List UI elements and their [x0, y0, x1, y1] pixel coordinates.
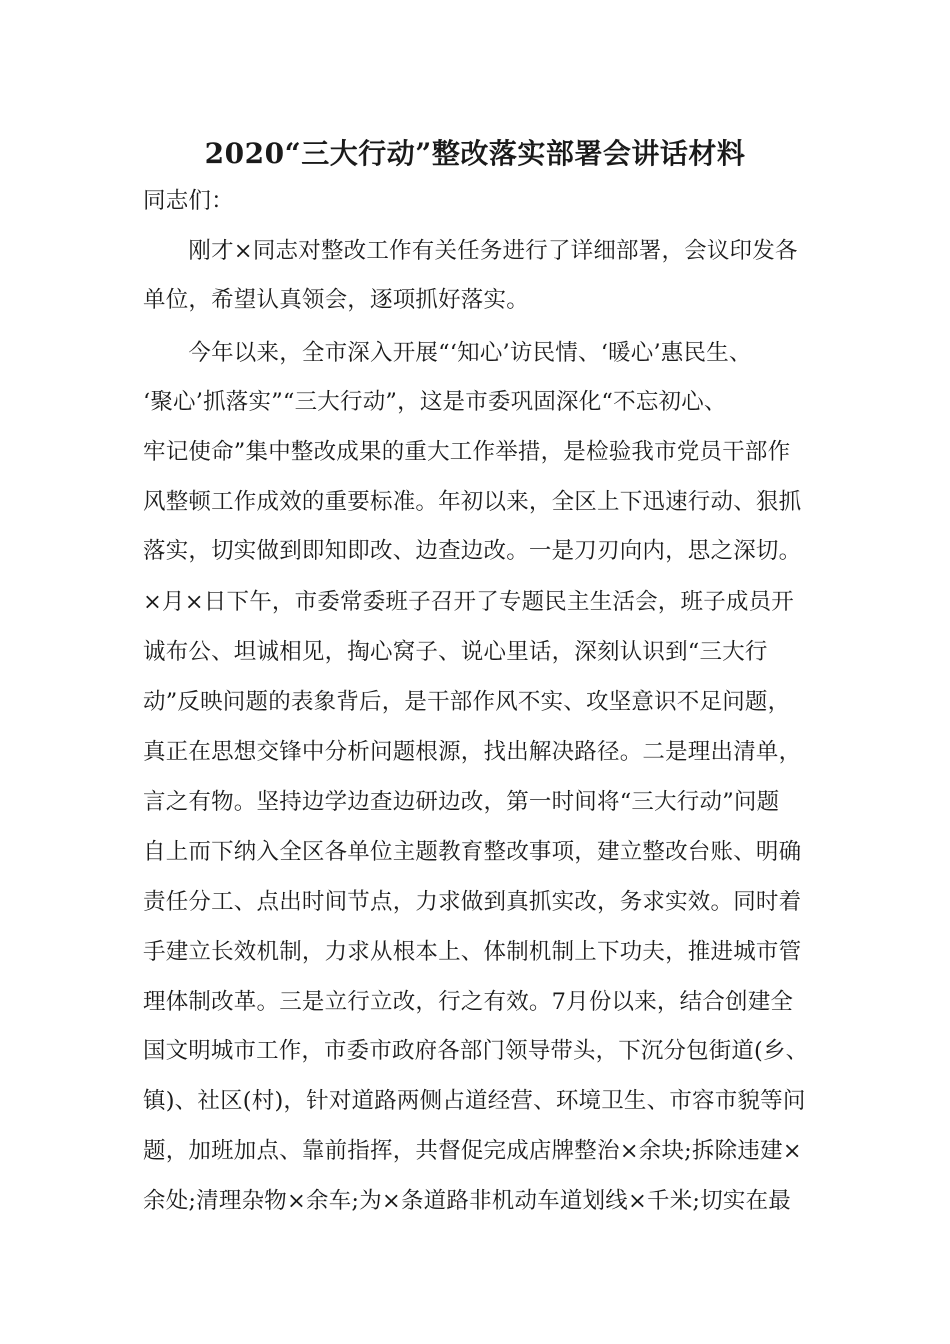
- body-line: 自上而下纳入全区各单位主题教育整改事项，建立整改台账、明确: [143, 839, 802, 865]
- body-line: 题，加班加点、靠前指挥，共督促完成店牌整治×余块;拆除违建×: [143, 1138, 802, 1164]
- document-title: 2020“三大行动”整改落实部署会讲话材料: [204, 137, 746, 170]
- body-line: 责任分工、点出时间节点，力求做到真抓实改，务求实效。同时着: [143, 889, 802, 915]
- body-line: 诚布公、坦诚相见，掏心窝子、说心里话，深刻认识到“三大行: [143, 639, 768, 665]
- body-line: 理体制改革。三是立行立改，行之有效。7月份以来，结合创建全: [143, 989, 794, 1015]
- body-line: 今年以来，全市深入开展“‘知心’访民情、‘暖心’惠民生、: [143, 340, 752, 366]
- body-line: 风整顿工作成效的重要标准。年初以来，全区上下迅速行动、狠抓: [143, 489, 802, 515]
- body-line: 牢记使命”集中整改成果的重大工作举措，是检验我市党员干部作: [143, 439, 791, 465]
- body-line: ×月×日下午，市委常委班子召开了专题民主生活会，班子成员开: [143, 589, 795, 615]
- body-line: 刚才×同志对整改工作有关任务进行了详细部署，会议印发各: [143, 238, 798, 264]
- body-line: 落实，切实做到即知即改、边查边改。一是刀刃向内，思之深切。: [143, 538, 802, 564]
- body-line: 真正在思想交锋中分析问题根源，找出解决路径。二是理出清单，: [143, 739, 802, 765]
- salutation: 同志们：: [143, 188, 234, 214]
- body-line: 单位，希望认真领会，逐项抓好落实。: [143, 287, 529, 313]
- body-line: 国文明城市工作，市委市政府各部门领导带头，下沉分包街道(乡、: [143, 1038, 809, 1064]
- body-line: 余处;清理杂物×余车;为×条道路非机动车道划线×千米;切实在最: [143, 1188, 792, 1214]
- body-line: 动”反映问题的表象背后，是干部作风不实、攻坚意识不足问题，: [143, 689, 791, 715]
- body-line: ‘聚心’抓落实”“三大行动”，这是市委巩固深化“不忘初心、: [143, 389, 727, 415]
- body-line: 言之有物。坚持边学边查边研边改，第一时间将“三大行动”问题: [143, 789, 780, 815]
- body-line: 镇)、社区(村)，针对道路两侧占道经营、环境卫生、市容市貌等问: [143, 1088, 806, 1114]
- body-line: 手建立长效机制，力求从根本上、体制机制上下功夫，推进城市管: [143, 939, 802, 965]
